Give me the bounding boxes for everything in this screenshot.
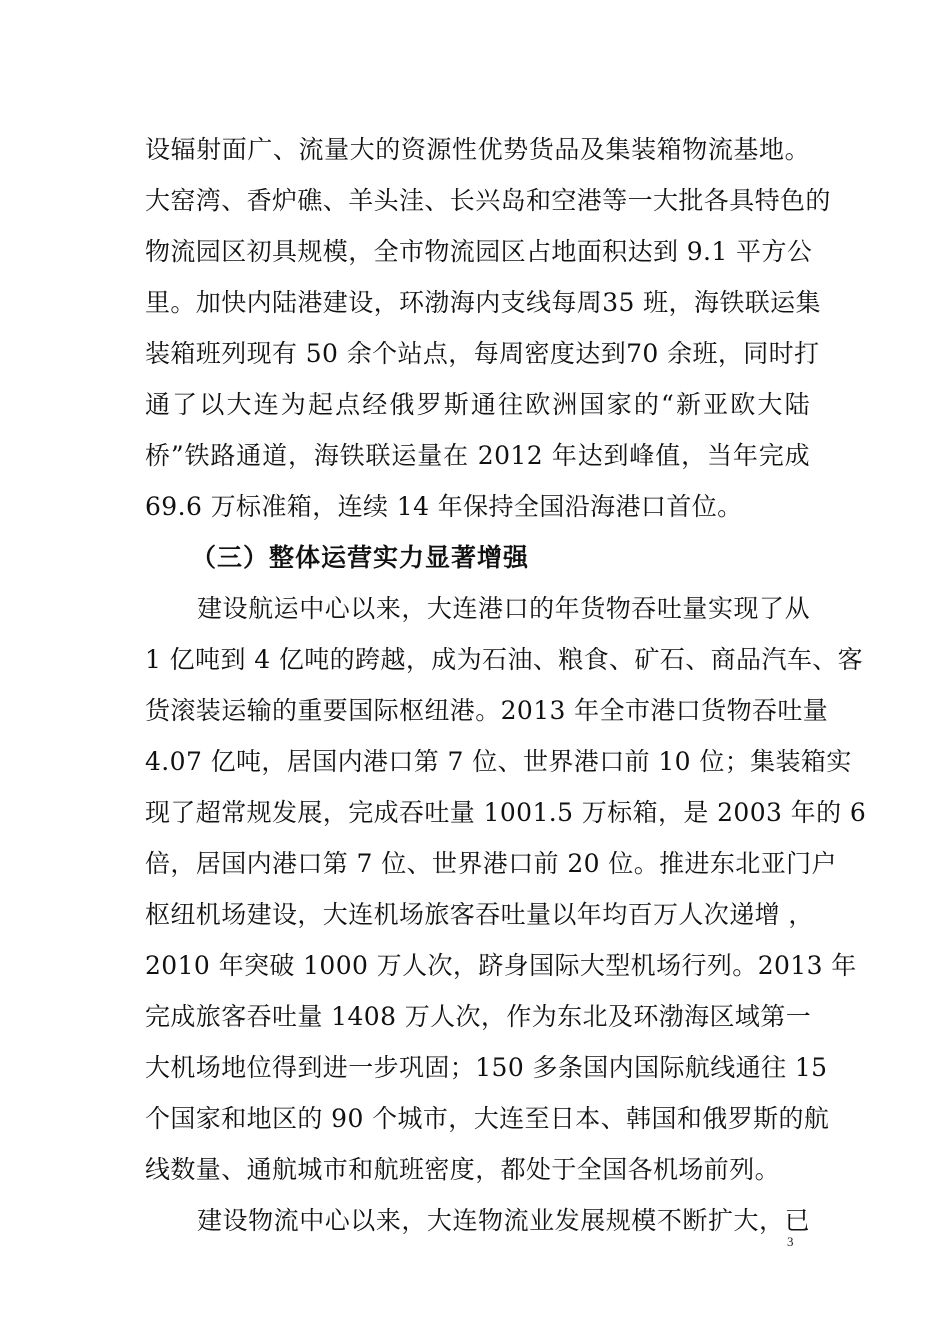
paragraph-line: 通了以大连为起点经俄罗斯通往欧洲国家的“新亚欧大陆: [145, 390, 810, 419]
paragraph-line: 大窑湾、香炉礁、羊头洼、长兴岛和空港等一大批各具特色的: [145, 186, 831, 215]
paragraph-line: 2010 年突破 1000 万人次，跻身国际大型机场行列。2013 年: [145, 951, 857, 980]
paragraph-line: 大机场地位得到进一步巩固；150 多条国内国际航线通往 15: [145, 1053, 828, 1082]
paragraph-line: 货滚装运输的重要国际枢纽港。2013 年全市港口货物吞吐量: [145, 696, 829, 725]
paragraph-line: 线数量、通航城市和航班密度，都处于全国各机场前列。: [145, 1155, 781, 1184]
body-text: [145, 124, 867, 1246]
page-number: 3: [787, 1234, 794, 1249]
paragraph-line: 建设物流中心以来，大连物流业发展规模不断扩大，已: [197, 1206, 810, 1235]
paragraph-line: 现了超常规发展，完成吞吐量 1001.5 万标箱，是 2003 年的 6: [145, 798, 867, 827]
paragraph-line: 装箱班列现有 50 余个站点，每周密度达到70 余班，同时打: [145, 339, 820, 368]
paragraph-line: 倍，居国内港口第 7 位、世界港口前 20 位。推进东北亚门户: [145, 849, 837, 878]
paragraph-line: 69.6 万标准箱，连续 14 年保持全国沿海港口首位。: [145, 492, 743, 521]
paragraph-line: 物流园区初具规模，全市物流园区占地面积达到 9.1 平方公: [145, 237, 813, 266]
paragraph-line: 里。加快内陆港建设，环渤海内支线每周35 班，海铁联运集: [145, 288, 821, 317]
paragraph-line: 设辐射面广、流量大的资源性优势货品及集装箱物流基地。: [145, 135, 810, 164]
paragraph-line: 个国家和地区的 90 个城市，大连至日本、韩国和俄罗斯的航: [145, 1104, 830, 1133]
paragraph-line: 完成旅客吞吐量 1408 万人次，作为东北及环渤海区域第一: [145, 1002, 812, 1031]
paragraph-line: 桥”铁路通道，海铁联运量在 2012 年达到峰值，当年完成: [145, 441, 810, 470]
paragraph-line: 枢纽机场建设，大连机场旅客吞吐量以年均百万人次递增 ，: [145, 900, 814, 929]
paragraph-line: 建设航运中心以来，大连港口的年货物吞吐量实现了从: [197, 594, 810, 623]
paragraph-line: 4.07 亿吨，居国内港口第 7 位、世界港口前 10 位；集装箱实: [145, 747, 852, 776]
paragraph-line: 1 亿吨到 4 亿吨的跨越，成为石油、粮食、矿石、商品汽车、客: [145, 645, 864, 674]
section-heading: （三）整体运营实力显著增强: [191, 543, 530, 572]
